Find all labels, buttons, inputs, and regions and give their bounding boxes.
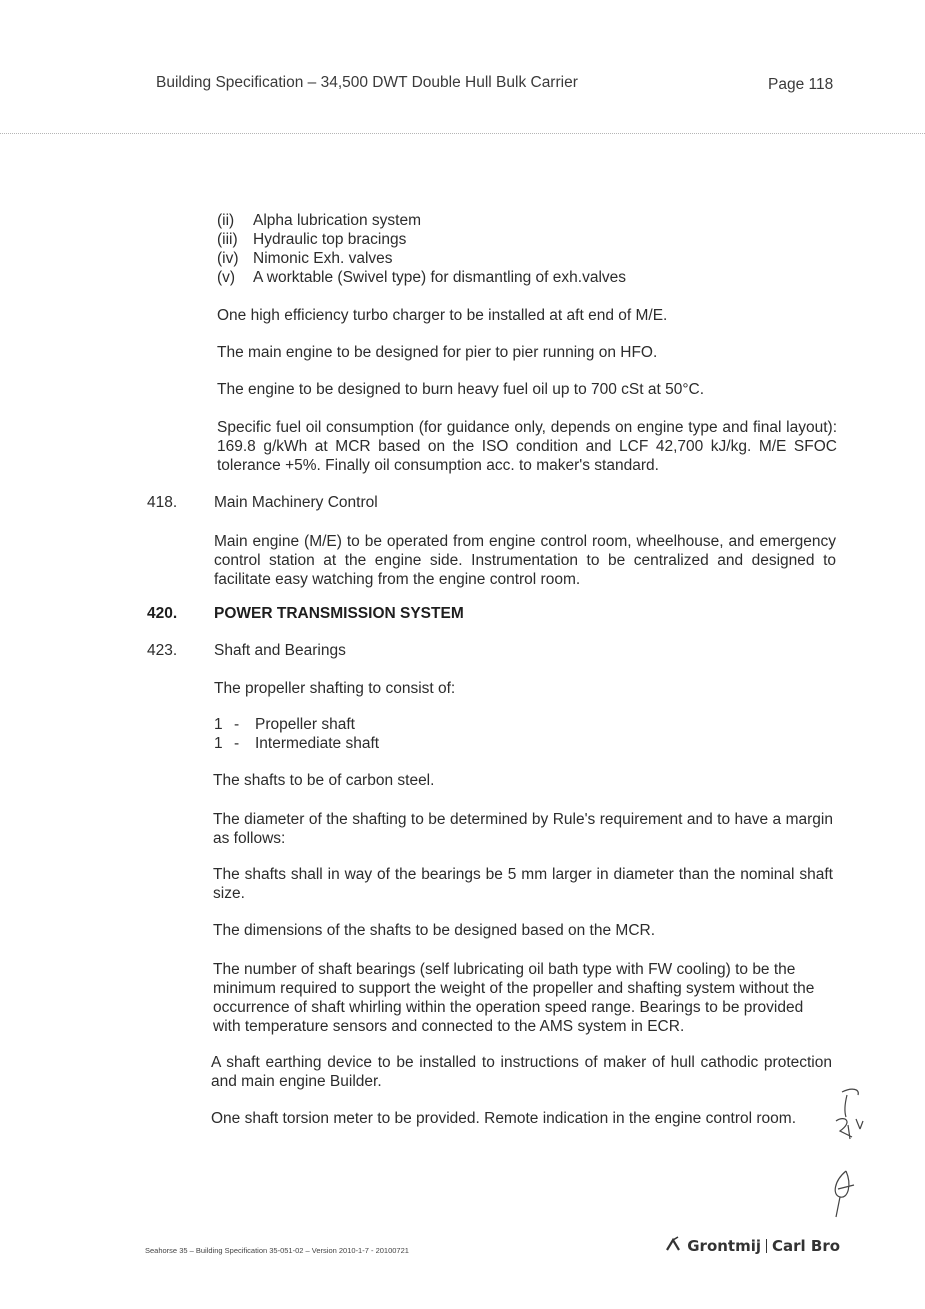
heavy-fuel-paragraph: The engine to be designed to burn heavy fuel oil up to 700 cSt at 50°C. [217, 381, 705, 398]
list-item-text: Propeller shaft [255, 716, 355, 733]
list-item-text: Hydraulic top bracings [253, 231, 407, 248]
section-heading: Main Machinery Control [214, 494, 378, 511]
list-item-number: (iv) [217, 250, 239, 267]
header-divider [0, 133, 925, 134]
list-item [214, 715, 614, 734]
list-item-number: (iii) [217, 231, 238, 248]
grontmij-mark-icon [664, 1236, 682, 1254]
list-item [214, 734, 614, 753]
footer-document-reference: Seahorse 35 – Building Specification 35-051-02 – Version 2010-1-7 - 20100721 [145, 1246, 409, 1255]
shaft-dimensions-paragraph: The dimensions of the shafts to be designed based on the MCR. [213, 922, 656, 939]
list-item-number: (v) [217, 269, 236, 286]
list-item [217, 249, 817, 268]
document-title: Building Specification – 34,500 DWT Double Hull Bulk Carrier [156, 74, 578, 91]
carbon-steel-paragraph: The shafts to be of carbon steel. [213, 772, 435, 789]
list-item-text: A worktable (Swivel type) for dismantling of exh.valves [253, 269, 627, 286]
list-item-dash: - [234, 735, 240, 752]
list-item-quantity: 1 [214, 716, 223, 733]
section-number: 420. [147, 605, 178, 622]
fuel-consumption-paragraph: Specific fuel oil consumption (for guidance only, depends on engine type and final layout): 169.8 g/kWh at MCR based on the ISO condition and LCF 42,700 kJ/kg. M/E SFOC tolerance +5%. Finally oil consumption acc. to maker's standard. [217, 419, 837, 474]
page-number: Page 118 [768, 76, 834, 93]
turbo-charger-paragraph: One high efficiency turbo charger to be installed at aft end of M/E. [217, 307, 668, 324]
shaft-earthing-paragraph: A shaft earthing device to be installed to instructions of maker of hull cathodic protection and main engine Builder. [211, 1054, 832, 1090]
list-item [217, 211, 817, 230]
section-heading: POWER TRANSMISSION SYSTEM [214, 605, 464, 622]
list-item-text: Nimonic Exh. valves [253, 250, 393, 267]
logo-carl-bro: Carl Bro [772, 1237, 841, 1255]
shaft-list [214, 715, 614, 753]
list-item-dash: - [234, 716, 240, 733]
list-item [217, 230, 817, 249]
list-item-quantity: 1 [214, 735, 223, 752]
section-number: 418. [147, 494, 178, 511]
pier-running-paragraph: The main engine to be designed for pier to pier running on HFO. [217, 344, 658, 361]
logo-grontmij: Grontmij [687, 1237, 762, 1255]
shaft-diameter-paragraph: The diameter of the shafting to be determined by Rule's requirement and to have a margin as follows: [213, 811, 833, 847]
torsion-meter-paragraph: One shaft torsion meter to be provided. Remote indication in the engine control room. [211, 1110, 797, 1127]
shaft-bearings-paragraph: The number of shaft bearings (self lubricating oil bath type with FW cooling) to be the minimum required to support the weight of the propeller and shafting system without the occurrence of shaft whirling within the operation speed range. Bearings to be provided with temperature sensors and connected to the AMS system in ECR. [213, 961, 815, 1035]
section-number: 423. [147, 642, 178, 659]
company-logo [664, 1236, 840, 1255]
list-item [217, 268, 817, 287]
engine-options-list [217, 211, 817, 287]
list-item-text: Intermediate shaft [255, 735, 380, 752]
shafting-intro-paragraph: The propeller shafting to consist of: [214, 680, 456, 697]
list-item-number: (ii) [217, 212, 235, 229]
bearing-way-paragraph: The shafts shall in way of the bearings be 5 mm larger in diameter than the nominal shaft size. [213, 866, 833, 902]
section-heading: Shaft and Bearings [214, 642, 346, 659]
handwritten-initials [826, 1085, 874, 1225]
logo-separator [766, 1239, 767, 1253]
machinery-control-paragraph: Main engine (M/E) to be operated from engine control room, wheelhouse, and emergency control station at the engine side. Instrumentation to be centralized and designed to facilitate easy watching from the engine control room. [214, 533, 836, 588]
list-item-text: Alpha lubrication system [253, 212, 421, 229]
